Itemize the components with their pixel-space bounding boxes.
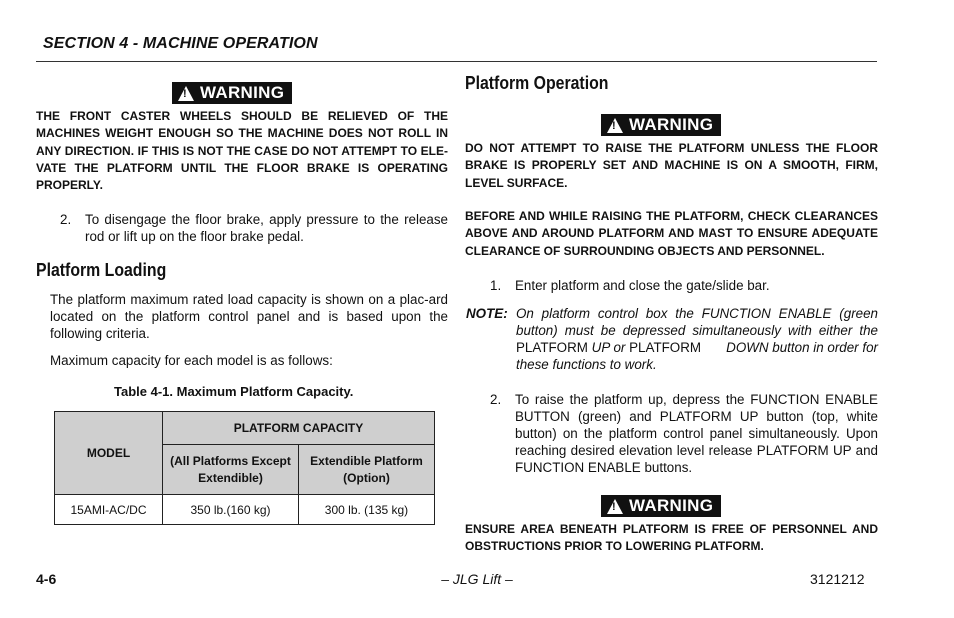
warning-text-raise: DO NOT ATTEMPT TO RAISE THE PLATFORM UNLESS THE FLOOR BRAKE IS PROPERLY SET AND MACHINE IS ON A SMOOTH, FIRM, LEVEL SURFACE. <box>465 141 878 190</box>
paragraph-capacity: The platform maximum rated load capacity is shown on a plac-ard located on the platform control panel and is based upon the following criteria. <box>50 292 448 341</box>
doc-number: 3121212 <box>810 571 865 587</box>
warning-text-caster: THE FRONT CASTER WHEELS SHOULD BE RELIEVED OF THE MACHINES WEIGHT ENOUGH SO THE MACHINE DOES NOT ROLL IN ANY DIRECTION. IF THIS IS NOT THE CASE DO NOT ATTEMPT TO ELE-VATE THE PLATFORM UNTIL THE FLOOR BRAKE IS OPERATING PROPERLY. <box>36 109 448 193</box>
warning-badge-right-1 <box>601 114 721 136</box>
note-line: these functions to work. <box>516 357 657 372</box>
warning-label: WARNING <box>629 115 714 134</box>
table-caption: Table 4-1. Maximum Platform Capacity. <box>114 384 354 399</box>
cell-all-platforms: 350 lb.(160 kg) <box>163 495 299 525</box>
capacity-table <box>54 411 435 525</box>
note-label: NOTE: <box>466 306 508 321</box>
note-up-word: UP or <box>591 340 626 355</box>
table-row <box>55 495 435 525</box>
note-line: On platform control box the FUNCTION ENABLE (green <box>516 306 878 321</box>
section-title: SECTION 4 - MACHINE OPERATION <box>43 35 318 52</box>
warning-badge-left <box>172 82 292 104</box>
heading-platform-operation: Platform Operation <box>465 73 609 93</box>
step-number: 2. <box>490 392 502 407</box>
cell-extendible: 300 lb. (135 kg) <box>299 495 435 525</box>
warning-text-clearances: BEFORE AND WHILE RAISING THE PLATFORM, CHECK CLEARANCES ABOVE AND AROUND PLATFORM AND MAST TO ENSURE ADEQUATE CLEARANCE OF SURROUNDING OBJECTS AND PERSONNEL. <box>465 209 878 258</box>
note-text <box>516 305 878 373</box>
warning-label: WARNING <box>200 83 285 102</box>
warning-triangle-icon <box>607 118 623 133</box>
note-line <box>516 339 878 356</box>
warning-triangle-icon <box>607 499 623 514</box>
note-down-word: DOWN button in order for <box>726 340 878 355</box>
warning-triangle-icon <box>178 86 194 101</box>
warning-badge-right-2 <box>601 495 721 517</box>
note-platform-word: PLATFORM <box>629 340 702 355</box>
heading-platform-loading: Platform Loading <box>36 260 167 280</box>
warning-text-lowering: ENSURE AREA BENEATH PLATFORM IS FREE OF PERSONNEL AND OBSTRUCTIONS PRIOR TO LOWERING PLATFORM. <box>465 522 878 554</box>
page-number: 4-6 <box>36 571 57 587</box>
paragraph-max-capacity: Maximum capacity for each model is as follows: <box>50 353 333 368</box>
note-platform-word: PLATFORM <box>516 340 588 355</box>
col-header-model: MODEL <box>55 412 163 495</box>
cell-model: 15AMI-AC/DC <box>55 495 163 525</box>
header-rule <box>36 61 877 62</box>
step-text-raise-platform: To raise the platform up, depress the FUNCTION ENABLE BUTTON (green) and PLATFORM UP button (top, white button) on the platform control panel simultaneously. Upon reaching desired elevation level release PLATFORM UP and FUNCTION ENABLE buttons. <box>515 392 878 475</box>
footer-center: – JLG Lift – <box>441 571 513 587</box>
col-header-all-platforms: (All Platforms Except Extendible) <box>163 445 299 495</box>
col-header-platform-capacity: PLATFORM CAPACITY <box>163 412 435 445</box>
step-text-disengage-brake: To disengage the floor brake, apply pressure to the release rod or lift up on the floor brake pedal. <box>85 212 448 244</box>
col-header-extendible: Extendible Platform (Option) <box>299 445 435 495</box>
step-number: 2. <box>60 212 72 227</box>
step-text-enter-platform: Enter platform and close the gate/slide bar. <box>515 278 770 293</box>
note-line: button) must be depressed simultaneously with either the <box>516 323 878 338</box>
warning-label: WARNING <box>629 496 714 515</box>
step-number: 1. <box>490 278 502 293</box>
